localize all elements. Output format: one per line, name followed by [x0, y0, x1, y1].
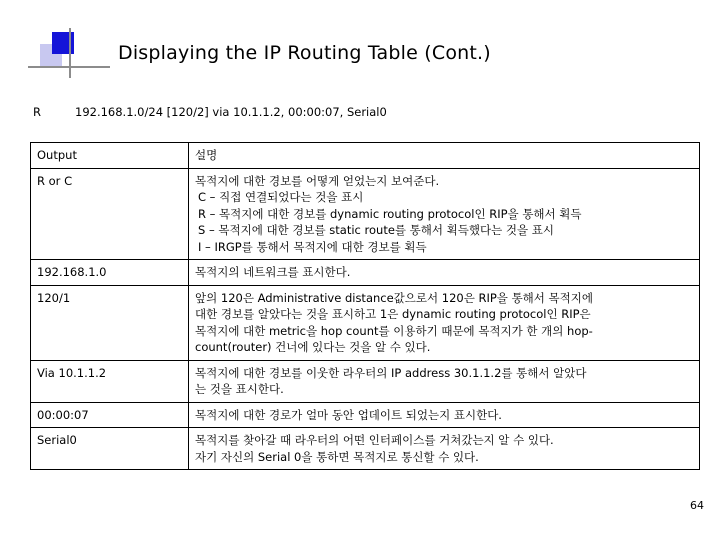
route-entry — [33, 105, 387, 119]
logo-horizontal-line — [28, 66, 110, 68]
description-line: C – 직접 연결되었다는 것을 표시 — [198, 190, 364, 204]
table-cell-description — [189, 402, 700, 428]
table-row — [31, 402, 700, 428]
page-number: 64 — [690, 499, 704, 512]
table-cell-term: R or C — [31, 168, 189, 260]
slide-title: Displaying the IP Routing Table (Cont.) — [118, 42, 491, 64]
description-line: 목적지에 대한 경보를 이웃한 라우터의 IP address 30.1.1.2를 통해서 알았다 — [195, 365, 587, 380]
table-cell-term: Via 10.1.1.2 — [31, 360, 189, 402]
description-line: 자기 자신의 Serial 0을 통하면 목적지로 통신할 수 있다. — [195, 449, 479, 464]
description-line: 목적지를 찾아갈 때 라우터의 어떤 인터페이스를 거쳐갔는지 알 수 있다. — [195, 433, 554, 447]
table-cell-term: 120/1 — [31, 285, 189, 360]
table-cell-description — [189, 143, 700, 169]
table-cell-description — [189, 360, 700, 402]
table-row — [31, 285, 700, 360]
description-line: I – IRGP를 통해서 목적지에 대한 경보를 획득 — [198, 239, 427, 254]
table-cell-description — [189, 260, 700, 286]
table-cell-term: 00:00:07 — [31, 402, 189, 428]
description-line: S – 목적지에 대한 경보를 static route를 통해서 획득했다는 것을 표시 — [198, 223, 554, 237]
table-row — [31, 143, 700, 169]
description-line: 는 것을 표시한다. — [195, 382, 284, 396]
description-line: 대한 경보를 알았다는 것을 표시하고 1은 dynamic routing protocol인 RIP은 — [195, 307, 591, 321]
table-row — [31, 360, 700, 402]
description-line: 목적지의 네트워크를 표시한다. — [195, 265, 351, 279]
logo-vertical-line — [69, 28, 71, 78]
route-entry-text: 192.168.1.0/24 [120/2] via 10.1.1.2, 00:00:07, Serial0 — [75, 105, 387, 119]
description-line: count(router) 건너에 있다는 것을 알 수 있다. — [195, 340, 431, 354]
table-cell-term: Output — [31, 143, 189, 169]
table-cell-description — [189, 428, 700, 470]
route-code: R — [33, 105, 41, 119]
description-line: 목적지에 대한 metric을 hop count를 이용하기 때문에 목적지가 한 개의 hop- — [195, 323, 593, 338]
table-row — [31, 428, 700, 470]
description-line: 목적지에 대한 경로가 얼마 동안 업데이트 되었는지 표시한다. — [195, 407, 502, 422]
table-cell-description — [189, 168, 700, 260]
table-cell-term: 192.168.1.0 — [31, 260, 189, 286]
table-cell-description — [189, 285, 700, 360]
description-line: 앞의 120은 Administrative distance값으로서 120은 RIP을 통해서 목적지에 — [195, 290, 593, 305]
table-row — [31, 168, 700, 260]
table-row — [31, 260, 700, 286]
table-cell-term: Serial0 — [31, 428, 189, 470]
explanation-table — [30, 142, 700, 470]
description-line: R – 목적지에 대한 경보를 dynamic routing protocol인 RIP을 통해서 획득 — [198, 206, 582, 221]
slide-logo — [0, 0, 110, 80]
description-line: 목적지에 대한 경보를 어떻게 얻었는지 보여준다. — [195, 173, 440, 188]
description-line: 설명 — [195, 148, 218, 162]
